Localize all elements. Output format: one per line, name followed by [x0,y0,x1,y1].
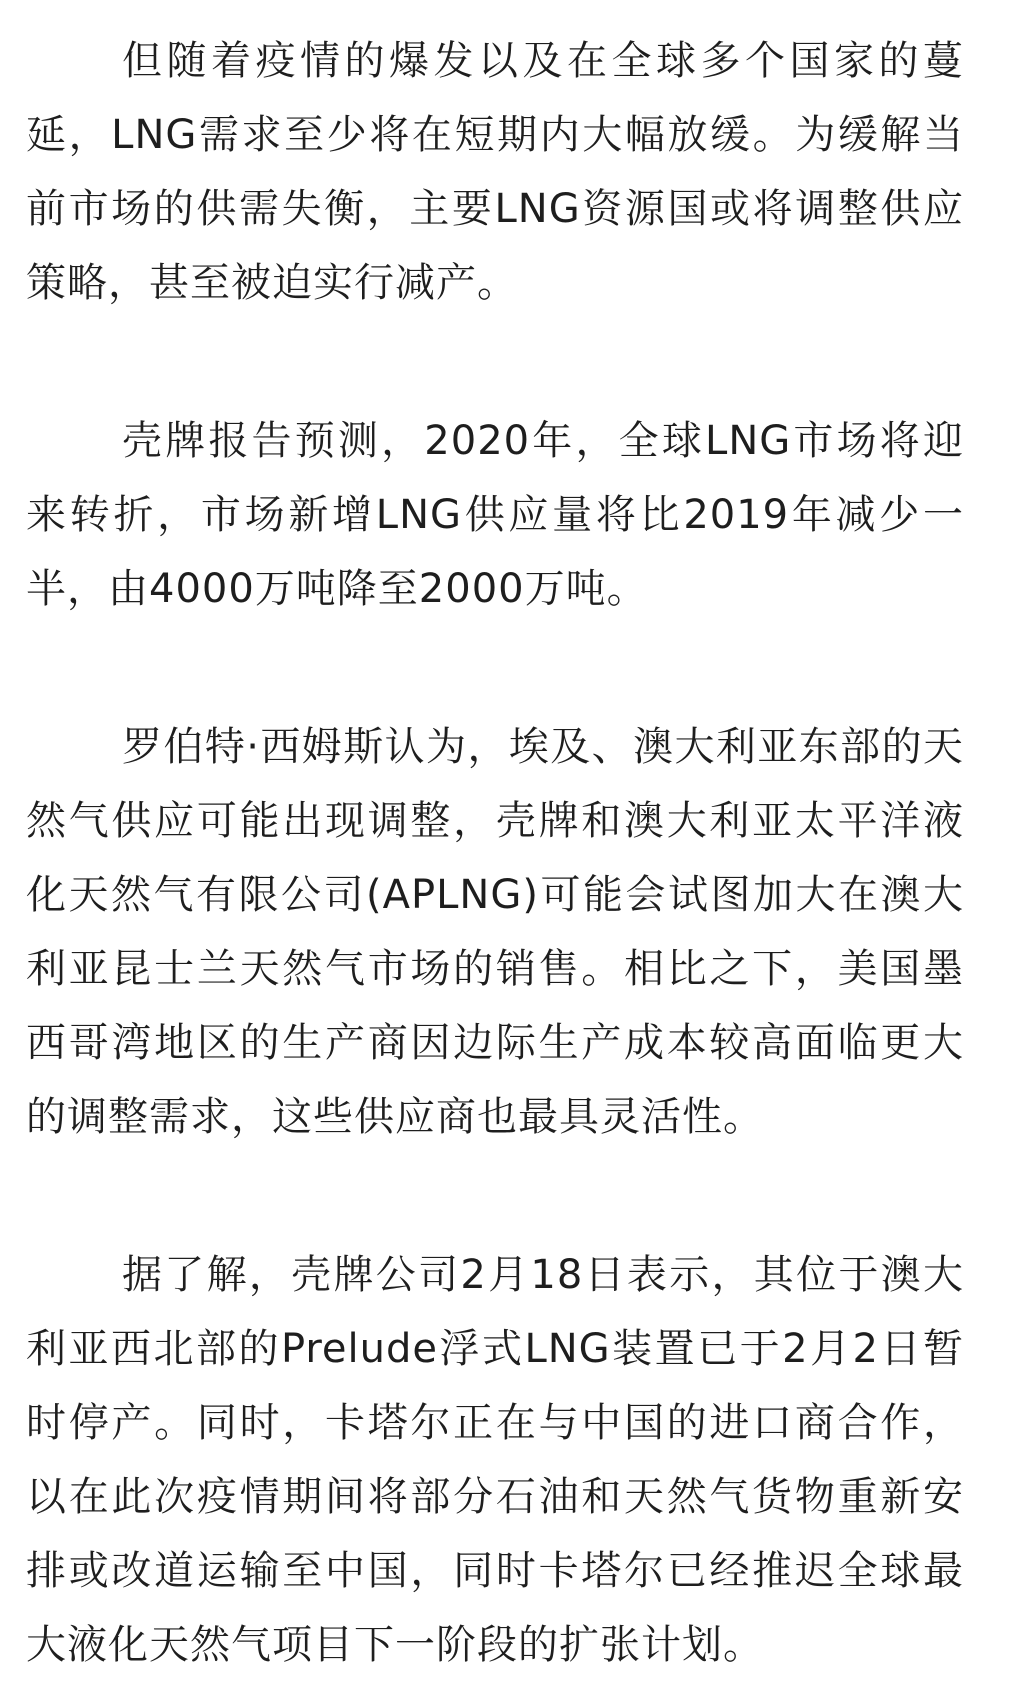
paragraph-shell-forecast: 壳牌报告预测，2020年，全球LNG市场将迎来转折，市场新增LNG供应量将比2019年减少一半，由4000万吨降至2000万吨。 [26,418,964,612]
paragraph-supply-adjustment: 罗伯特·西姆斯认为，埃及、澳大利亚东部的天然气供应可能出现调整，壳牌和澳大利亚太平洋液化天然气有限公司(APLNG)可能会试图加大在澳大利亚昆士兰天然气市场的销售。相比之下，美国墨西哥湾地区的生产商因边际生产成本较高面临更大的调整需求，这些供应商也最具灵活性。 [26,724,964,1140]
paragraph-lng-demand: 但随着疫情的爆发以及在全球多个国家的蔓延，LNG需求至少将在短期内大幅放缓。为缓解当前市场的供需失衡，主要LNG资源国或将调整供应策略，甚至被迫实行减产。 [26,38,964,306]
paragraph-prelude-shutdown: 据了解，壳牌公司2月18日表示，其位于澳大利亚西北部的Prelude浮式LNG装置已于2月2日暂时停产。同时，卡塔尔正在与中国的进口商合作，以在此次疫情期间将部分石油和天然气货物重新安排或改道运输至中国，同时卡塔尔已经推迟全球最大液化天然气项目下一阶段的扩张计划。 [26,1252,964,1668]
